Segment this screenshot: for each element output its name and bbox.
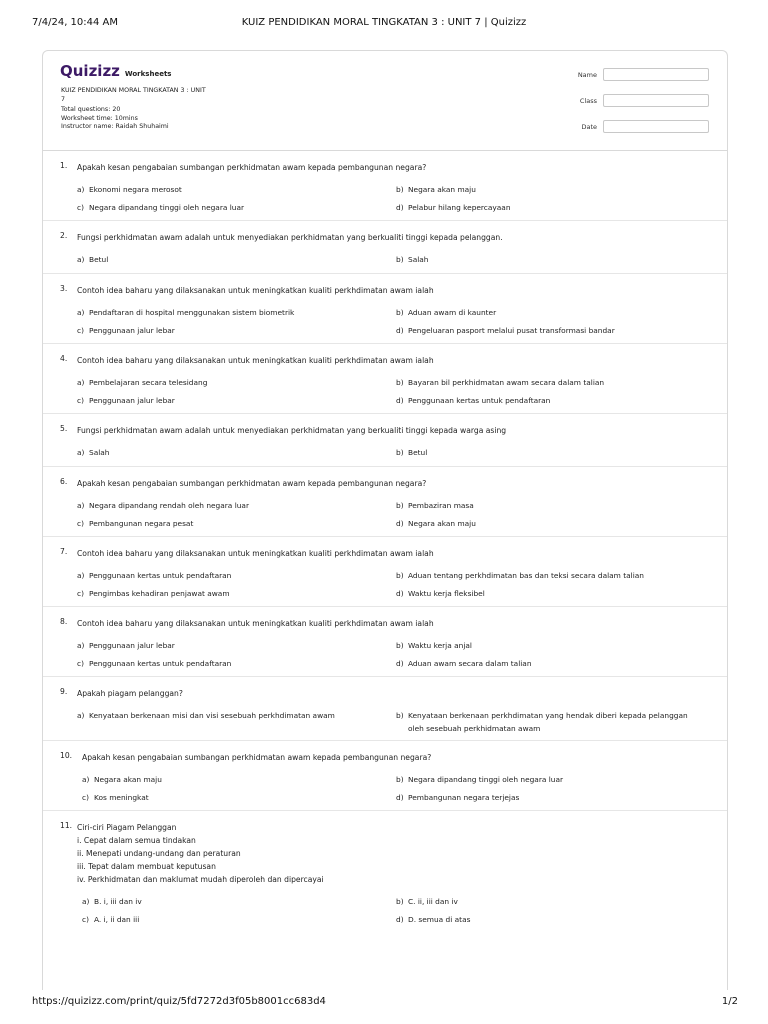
- question-divider: [43, 466, 727, 467]
- print-url: https://quizizz.com/print/quiz/5fd7272d3f05b8001cc683d4: [32, 996, 326, 1007]
- option-text: Penggunaan kertas untuk pendaftaran: [89, 571, 232, 580]
- answer-option[interactable]: [77, 518, 377, 531]
- option-text: D. semua di atas: [408, 915, 471, 924]
- option-text: Negara dipandang rendah oleh negara luar: [89, 501, 249, 510]
- question-divider: [43, 536, 727, 537]
- answer-option[interactable]: [396, 395, 696, 408]
- option-letter: a): [77, 185, 85, 194]
- answer-option[interactable]: [77, 447, 377, 460]
- quiz-title: KUIZ PENDIDIKAN MORAL TINGKATAN 3 : UNIT 7: [61, 87, 206, 103]
- answer-option[interactable]: [77, 395, 377, 408]
- option-letter: b): [396, 378, 404, 387]
- answer-option[interactable]: [396, 307, 696, 320]
- question-divider: [43, 413, 727, 414]
- question-number: 9.: [60, 687, 68, 696]
- option-letter: c): [82, 793, 89, 802]
- answer-option[interactable]: [396, 518, 696, 531]
- question-text: Apakah kesan pengabaian sumbangan perkhidmatan awam kepada pembangunan negara?: [77, 479, 427, 488]
- option-letter: b): [396, 775, 404, 784]
- option-letter: a): [77, 255, 85, 264]
- option-letter: d): [396, 589, 404, 598]
- print-page-number: 1/2: [721, 996, 738, 1007]
- question-divider: [43, 606, 727, 607]
- name-field: [577, 68, 709, 81]
- option-text: Pembangunan negara terjejas: [408, 793, 520, 802]
- option-letter: a): [77, 571, 85, 580]
- name-label: Name: [577, 71, 597, 79]
- option-text: Penggunaan kertas untuk pendaftaran: [89, 659, 232, 668]
- option-text: A. i, ii dan iii: [94, 915, 140, 924]
- option-letter: b): [396, 897, 404, 906]
- option-text: Pendaftaran di hospital menggunakan sistem biometrik: [89, 308, 295, 317]
- answer-option[interactable]: [82, 914, 382, 927]
- answer-option[interactable]: [396, 896, 696, 909]
- question-number: 7.: [60, 547, 68, 556]
- option-text: B. i, iii dan iv: [94, 897, 142, 906]
- option-text: Pengimbas kehadiran penjawat awam: [89, 589, 230, 598]
- option-text: Aduan awam di kaunter: [408, 308, 497, 317]
- worksheet-meta: [61, 87, 211, 132]
- question-divider: [43, 810, 727, 811]
- date-input[interactable]: [603, 120, 709, 133]
- option-text: Betul: [408, 448, 428, 457]
- question-text: Contoh idea baharu yang dilaksanakan untuk meningkatkan kualiti perkhdimatan awam ialah: [77, 286, 434, 295]
- option-text: Ekonomi negara merosot: [89, 185, 182, 194]
- option-letter: c): [77, 589, 84, 598]
- answer-option[interactable]: [82, 896, 382, 909]
- answer-option[interactable]: [77, 184, 377, 197]
- answer-option[interactable]: [396, 500, 696, 513]
- worksheet-time: Worksheet time: 10mins: [61, 114, 138, 122]
- option-text: C. ii, iii dan iv: [408, 897, 458, 906]
- option-text: Negara akan maju: [408, 519, 476, 528]
- class-label: Class: [579, 97, 597, 105]
- answer-option[interactable]: [77, 710, 377, 723]
- option-text: Negara dipandang tinggi oleh negara luar: [408, 775, 564, 784]
- option-letter: d): [396, 396, 404, 405]
- answer-option[interactable]: [77, 570, 377, 583]
- option-letter: b): [396, 448, 404, 457]
- option-text: Penggunaan kertas untuk pendaftaran: [408, 396, 551, 405]
- answer-option[interactable]: [396, 658, 696, 671]
- option-letter: d): [396, 915, 404, 924]
- question-text: Fungsi perkhidmatan awam adalah untuk menyediakan perkhidmatan yang berkualiti tinggi kepada warga asing: [77, 426, 507, 435]
- option-text: Kenyataan berkenaan perkhdimatan yang hendak diberi kepada pelanggan oleh sesebuah perkhidmatan awam: [408, 711, 688, 733]
- option-text: Aduan awam secara dalam talian: [408, 659, 532, 668]
- print-page-title: KUIZ PENDIDIKAN MORAL TINGKATAN 3 : UNIT 7 | Quizizz: [241, 17, 527, 28]
- option-letter: d): [396, 519, 404, 528]
- print-header: [0, 0, 768, 40]
- answer-option[interactable]: [396, 447, 696, 460]
- option-text: Pelabur hilang kepercayaan: [408, 203, 511, 212]
- answer-option[interactable]: [396, 570, 696, 583]
- option-letter: b): [396, 308, 404, 317]
- instructor-name: Instructor name: Raidah Shuhaimi: [61, 123, 169, 131]
- question-divider: [43, 220, 727, 221]
- name-input[interactable]: [603, 68, 709, 81]
- option-letter: c): [82, 915, 89, 924]
- question-number: 6.: [60, 477, 68, 486]
- option-letter: a): [77, 711, 85, 720]
- question-text: Fungsi perkhidmatan awam adalah untuk menyediakan perkhidmatan yang berkualiti tinggi kepada pelanggan.: [77, 233, 503, 242]
- option-text: Penggunaan jalur lebar: [89, 396, 175, 405]
- option-letter: d): [396, 203, 404, 212]
- option-letter: a): [77, 378, 85, 387]
- answer-option[interactable]: [396, 184, 696, 197]
- option-letter: d): [396, 659, 404, 668]
- option-letter: a): [82, 775, 90, 784]
- option-letter: c): [77, 203, 84, 212]
- option-letter: a): [82, 897, 90, 906]
- option-letter: b): [396, 711, 404, 720]
- answer-option[interactable]: [396, 377, 696, 390]
- question-text: Apakah kesan pengabaian sumbangan perkhidmatan awam kepada pembangunan negara?: [77, 163, 427, 172]
- answer-option[interactable]: [77, 588, 377, 601]
- option-letter: a): [77, 448, 85, 457]
- option-letter: c): [77, 659, 84, 668]
- question-text: Apakah kesan pengabaian sumbangan perkhidmatan awam kepada pembangunan negara?: [82, 753, 432, 762]
- option-letter: c): [77, 396, 84, 405]
- question-text: Contoh idea baharu yang dilaksanakan untuk meningkatkan kualiti perkhdimatan awam ialah: [77, 356, 434, 365]
- option-letter: b): [396, 255, 404, 264]
- option-letter: a): [77, 641, 85, 650]
- print-datetime: 7/4/24, 10:44 AM: [32, 17, 119, 28]
- answer-option[interactable]: [77, 325, 377, 338]
- answer-option[interactable]: [396, 325, 696, 338]
- option-text: Waktu kerja anjal: [408, 641, 472, 650]
- option-text: Kos meningkat: [94, 793, 149, 802]
- option-letter: c): [77, 326, 84, 335]
- question-number: 3.: [60, 284, 68, 293]
- question-number: 10.: [60, 751, 73, 760]
- option-text: Pembangunan negara pesat: [89, 519, 194, 528]
- question-number: 11.: [60, 821, 73, 830]
- option-text: Pembelajaran secara telesidang: [89, 378, 208, 387]
- option-letter: a): [77, 308, 85, 317]
- question-divider: [43, 676, 727, 677]
- option-letter: b): [396, 501, 404, 510]
- print-footer: [0, 994, 768, 1024]
- option-text: Salah: [89, 448, 110, 457]
- question-divider: [43, 343, 727, 344]
- question-text: Contoh idea baharu yang dilaksanakan untuk meningkatkan kualiti perkhdimatan awam ialah: [77, 619, 434, 628]
- option-text: Penggunaan jalur lebar: [89, 641, 175, 650]
- answer-option[interactable]: [77, 658, 377, 671]
- answer-option[interactable]: [396, 710, 696, 735]
- option-text: Negara akan maju: [94, 775, 162, 784]
- option-letter: b): [396, 571, 404, 580]
- answer-option[interactable]: [396, 202, 696, 215]
- question-divider: [43, 273, 727, 274]
- answer-option[interactable]: [396, 792, 696, 805]
- worksheet: [42, 50, 728, 990]
- question-statement: iv. Perkhidmatan dan maklumat mudah diperoleh dan dipercayai: [77, 875, 324, 884]
- brand-name: Quizizz: [60, 62, 120, 80]
- option-text: Salah: [408, 255, 429, 264]
- option-text: Bayaran bil perkhidmatan awam secara dalam talian: [408, 378, 605, 387]
- answer-option[interactable]: [82, 792, 382, 805]
- question-number: 2.: [60, 231, 68, 240]
- option-text: Pembaziran masa: [408, 501, 474, 510]
- answer-option[interactable]: [82, 774, 382, 787]
- option-text: Betul: [89, 255, 109, 264]
- question-statement: ii. Menepati undang-undang dan peraturan: [77, 849, 241, 858]
- option-text: Waktu kerja fleksibel: [408, 589, 485, 598]
- option-letter: d): [396, 326, 404, 335]
- answer-option[interactable]: [77, 254, 377, 267]
- answer-option[interactable]: [77, 640, 377, 653]
- option-letter: b): [396, 185, 404, 194]
- brand-sub: Worksheets: [124, 70, 172, 78]
- option-text: Pengeluaran pasport melalui pusat transformasi bandar: [408, 326, 615, 335]
- option-letter: b): [396, 641, 404, 650]
- answer-option[interactable]: [396, 640, 696, 653]
- question-divider: [43, 740, 727, 741]
- answer-option[interactable]: [77, 377, 377, 390]
- class-field: [579, 94, 709, 107]
- question-statement: i. Cepat dalam semua tindakan: [77, 836, 196, 845]
- answer-option[interactable]: [396, 588, 696, 601]
- date-label: Date: [581, 123, 597, 131]
- worksheet-header: [43, 51, 727, 151]
- quizizz-logo: [60, 62, 171, 80]
- option-letter: c): [77, 519, 84, 528]
- answer-option[interactable]: [77, 500, 377, 513]
- answer-option[interactable]: [77, 307, 377, 320]
- question-number: 4.: [60, 354, 68, 363]
- question-number: 8.: [60, 617, 68, 626]
- class-input[interactable]: [603, 94, 709, 107]
- question-text: Contoh idea baharu yang dilaksanakan untuk meningkatkan kualiti perkhdimatan awam ialah: [77, 549, 434, 558]
- option-text: Negara dipandang tinggi oleh negara luar: [89, 203, 245, 212]
- answer-option[interactable]: [396, 774, 696, 787]
- option-text: Kenyataan berkenaan misi dan visi sesebuah perkhdimatan awam: [89, 711, 335, 720]
- answer-option[interactable]: [396, 914, 696, 927]
- option-text: Penggunaan jalur lebar: [89, 326, 175, 335]
- option-text: Aduan tentang perkhdimatan bas dan teksi secara dalam talian: [408, 571, 644, 580]
- question-text: Ciri-ciri Piagam Pelanggan: [77, 823, 177, 832]
- option-text: Negara akan maju: [408, 185, 476, 194]
- answer-option[interactable]: [77, 202, 377, 215]
- total-questions: Total questions: 20: [61, 106, 121, 114]
- option-letter: a): [77, 501, 85, 510]
- question-statement: iii. Tepat dalam membuat keputusan: [77, 862, 216, 871]
- option-letter: d): [396, 793, 404, 802]
- question-number: 1.: [60, 161, 68, 170]
- answer-option[interactable]: [396, 254, 696, 267]
- question-text: Apakah piagam pelanggan?: [77, 689, 183, 698]
- date-field: [581, 120, 709, 133]
- question-number: 5.: [60, 424, 68, 433]
